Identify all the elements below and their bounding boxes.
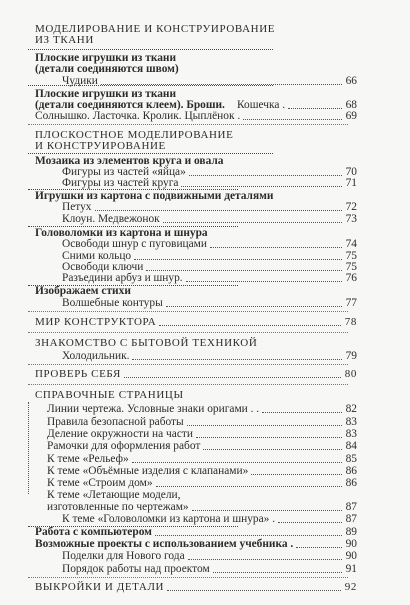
toc-entry[interactable]: Порядок работы над проектом 91 — [62, 563, 357, 575]
dot-leader — [262, 412, 342, 413]
section-heading: И КОНСТРУИРОВАНИЕ — [35, 140, 166, 152]
dot-leader — [186, 281, 342, 282]
section-heading: ПЛОСКОСТНОЕ МОДЕЛИРОВАНИЕ — [35, 129, 234, 141]
toc-group-title: Игрушки из картона с подвижными деталями — [35, 190, 274, 202]
dot-leader — [213, 572, 342, 573]
dot-leader — [95, 210, 342, 211]
dot-leader — [181, 186, 342, 187]
section-separator — [28, 332, 348, 333]
dot-leader — [166, 306, 342, 307]
toc-group-title: Головоломки из картона и шнура — [35, 227, 208, 239]
toc-entry[interactable]: Холодильник. 79 — [62, 350, 357, 362]
toc-entry[interactable]: К теме «Объёмные изделия с клапанами» 86 — [47, 465, 357, 477]
toc-entry[interactable]: Деление окружности на части 83 — [47, 428, 357, 440]
dot-leader — [210, 247, 342, 248]
dot-leader — [251, 474, 342, 475]
toc-entry: К теме «Летающие модели, — [47, 489, 181, 501]
toc-entry[interactable]: ВЫКРОЙКИ И ДЕТАЛИ 92 — [35, 581, 357, 593]
toc-entry[interactable]: Солнышко. Ласточка. Кролик. Цыплёнок . 69 — [35, 110, 357, 122]
divider — [28, 49, 273, 50]
section-separator — [28, 311, 348, 312]
toc-entry[interactable]: ПРОВЕРЬ СЕБЯ 80 — [35, 368, 357, 380]
dot-leader — [159, 325, 341, 326]
dot-leader — [132, 462, 342, 463]
section-separator — [28, 577, 348, 578]
toc-entry[interactable]: Чудики 66 — [62, 75, 357, 87]
toc-group-title: Плоские игрушки из ткани — [35, 88, 177, 100]
dot-leader — [192, 510, 342, 511]
section-separator — [28, 364, 348, 365]
section-heading: ЗНАКОМСТВО С БЫТОВОЙ ТЕХНИКОЙ — [35, 337, 258, 349]
toc-entry[interactable]: изготовленные по чертежам» 87 — [47, 501, 357, 513]
dot-leader — [132, 359, 342, 360]
toc-entry[interactable]: Правила безопасной работы 83 — [47, 416, 357, 428]
toc-entry[interactable]: Петух 72 — [62, 201, 357, 213]
toc-entry[interactable]: Освободи шнур с пуговицами 74 — [62, 238, 357, 250]
toc-entry[interactable]: Освободи ключи 75 — [62, 261, 357, 273]
divider — [28, 85, 273, 86]
toc-entry[interactable]: (детали соединяются клеем). Броши. Кошечка . 68 — [35, 99, 357, 111]
toc-entry[interactable]: Волшебные контуры 77 — [62, 297, 357, 309]
dot-leader — [203, 449, 342, 450]
toc-entry[interactable]: Клоун. Медвежонок 73 — [62, 213, 357, 225]
section-heading: МОДЕЛИРОВАНИЕ И КОНСТРУИРОВАНИЕ — [35, 23, 276, 35]
dot-leader — [196, 437, 342, 438]
toc-entry[interactable]: Фигуры из частей круга 71 — [62, 177, 357, 189]
toc-entry[interactable]: Возможные проекты с использованием учебника . 90 — [35, 538, 357, 550]
dot-leader — [155, 535, 342, 536]
toc-entry[interactable]: МИР КОНСТРУКТОРА 78 — [35, 316, 357, 328]
dot-leader — [188, 559, 342, 560]
dot-leader — [187, 425, 342, 426]
section-heading: ИЗ ТКАНИ — [35, 34, 94, 46]
toc-entry[interactable]: К теме «Строим дом» 86 — [47, 477, 357, 489]
toc-entry[interactable]: Линии чертежа. Условные знаки оригами . . 82 — [47, 403, 357, 415]
dot-leader — [243, 119, 342, 120]
dot-leader — [296, 547, 342, 548]
toc-entry[interactable]: Сними кольцо 75 — [62, 250, 357, 262]
dot-leader — [124, 377, 341, 378]
section-heading: СПРАВОЧНЫЕ СТРАНИЦЫ — [35, 389, 184, 401]
toc-group-title: Изображаем стихи — [35, 285, 131, 297]
dot-leader — [163, 222, 342, 223]
toc-entry[interactable]: К теме «Головоломки из картона и шнура» . 87 — [62, 513, 357, 525]
toc-entry[interactable]: Рамочки для оформления работ 84 — [47, 440, 357, 452]
toc-entry[interactable]: Фигуры из частей «яйца» 70 — [62, 166, 357, 178]
dot-leader — [167, 590, 341, 591]
toc-entry[interactable]: Разъедини арбуз и шнур. 76 — [62, 272, 357, 284]
dot-leader — [156, 486, 342, 487]
dot-leader — [278, 522, 342, 523]
toc-group-title: Плоские игрушки из ткани — [35, 52, 177, 64]
toc-entry[interactable]: К теме «Рельеф» 85 — [47, 453, 357, 465]
toc-entry[interactable]: Работа с компьютером 89 — [35, 526, 357, 538]
section-separator — [28, 124, 348, 125]
toc-entry[interactable]: Поделки для Нового года 90 — [62, 550, 357, 562]
section-separator — [28, 384, 348, 385]
toc-group-title: Мозаика из элементов круга и овала — [35, 155, 224, 167]
toc-group-title: (детали соединяются швом) — [35, 63, 179, 75]
